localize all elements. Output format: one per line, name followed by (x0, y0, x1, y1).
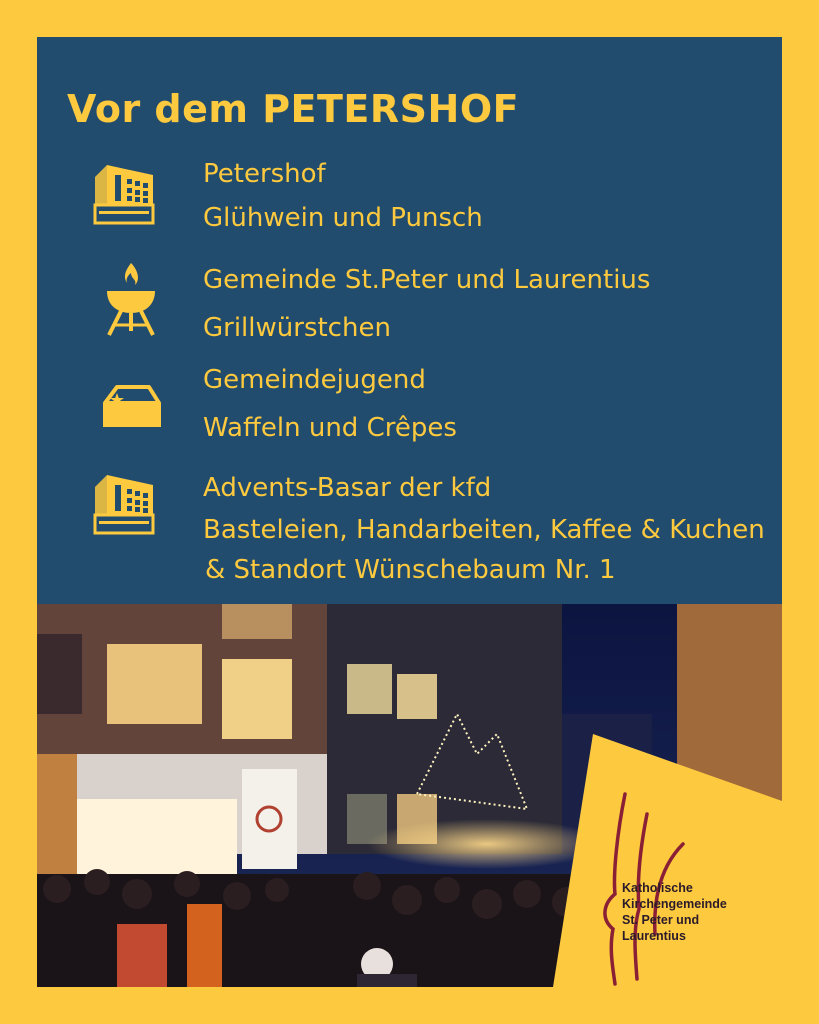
stand-offer: Basteleien, Handarbeiten, Kaffee & Kuchen (203, 515, 765, 545)
page-title: Vor dem PETERSHOF (67, 87, 520, 131)
stand-offer: Glühwein und Punsch (203, 203, 483, 233)
parish-logo-text (622, 880, 727, 944)
building-icon (93, 161, 157, 225)
stand-offer: Waffeln und Crêpes (203, 413, 457, 443)
info-panel (37, 37, 782, 604)
stand-offer: Grillwürstchen (203, 313, 391, 343)
building-icon (93, 471, 157, 535)
stand-name: Gemeindejugend (203, 365, 426, 395)
logo-line: St. Peter und (622, 913, 700, 927)
stand-extra: & Standort Wünschebaum Nr. 1 (205, 555, 616, 585)
house-star-icon (99, 381, 163, 429)
stand-name: Advents-Basar der kfd (203, 473, 492, 503)
stand-name: Petershof (203, 159, 326, 189)
logo-line: Katholische (622, 881, 693, 895)
logo-line: Laurentius (622, 929, 686, 943)
stand-name: Gemeinde St.Peter und Laurentius (203, 265, 651, 295)
logo-line: Kirchengemeinde (622, 897, 727, 911)
parish-logo-shape (553, 734, 782, 987)
grill-icon (103, 261, 159, 337)
